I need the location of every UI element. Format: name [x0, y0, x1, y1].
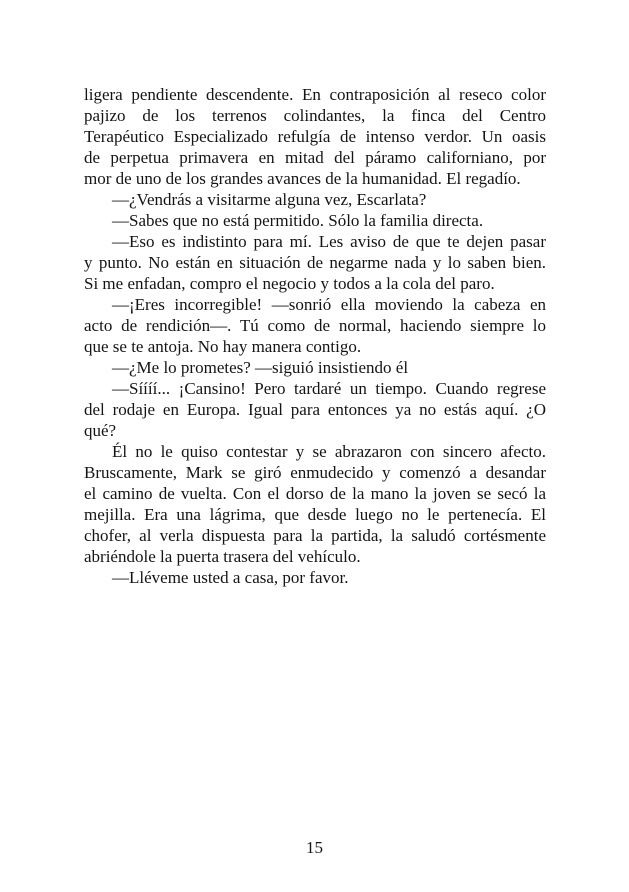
paragraph	[84, 357, 546, 378]
text-line: acto de rendición—. Tú como de normal, haciendo siempre lo	[84, 316, 546, 335]
text-line: de perpetua primavera en mitad del páramo californiano, por	[84, 148, 546, 167]
paragraph	[84, 84, 546, 189]
text-line: mejilla. Era una lágrima, que desde luego no le pertenecía. El	[84, 505, 546, 524]
text-line: —Sabes que no está permitido. Sólo la familia directa.	[112, 211, 484, 230]
paragraph	[84, 294, 546, 357]
text-line: —Lléveme usted a casa, por favor.	[112, 568, 349, 587]
text-line: el camino de vuelta. Con el dorso de la mano la joven se secó la	[84, 484, 546, 503]
text-line: Bruscamente, Mark se giró enmudecido y comenzó a desandar	[84, 463, 546, 482]
text-line: Él no le quiso contestar y se abrazaron con sincero afecto.	[112, 442, 546, 461]
text-line: —Eso es indistinto para mí. Les aviso de que te dejen pasar	[112, 232, 546, 251]
text-line: que se te antoja. No hay manera contigo.	[84, 337, 362, 356]
paragraph	[84, 378, 546, 441]
text-line: mor de uno de los grandes avances de la humanidad. El regadío.	[84, 169, 521, 188]
text-line: abriéndole la puerta trasera del vehículo.	[84, 547, 361, 566]
text-line: Si me enfadan, compro el negocio y todos a la cola del paro.	[84, 274, 495, 293]
text-line: y punto. No están en situación de negarme nada y lo saben bien.	[84, 253, 546, 272]
text-line: —¡Eres incorregible! —sonrió ella moviendo la cabeza en	[112, 295, 546, 314]
paragraph	[84, 441, 546, 567]
text-line: ligera pendiente descendente. En contraposición al reseco color	[84, 85, 546, 104]
text-line: pajizo de los terrenos colindantes, la finca del Centro	[84, 106, 546, 125]
paragraph	[84, 567, 546, 588]
text-line: Terapéutico Especializado refulgía de intenso verdor. Un oasis	[84, 127, 546, 146]
page-text	[84, 84, 546, 588]
text-line: qué?	[84, 421, 117, 440]
paragraph	[84, 210, 546, 231]
text-line: del rodaje en Europa. Igual para entonces ya no estás aquí. ¿O	[84, 400, 546, 419]
page-number: 15	[306, 838, 323, 857]
text-line: chofer, al verla dispuesta para la partida, la saludó cortésmente	[84, 526, 546, 545]
paragraph	[84, 231, 546, 294]
text-line: —¿Vendrás a visitarme alguna vez, Escarlata?	[112, 190, 427, 209]
text-line: —¿Me lo prometes? —siguió insistiendo él	[112, 358, 409, 377]
text-line: —Síííí... ¡Cansino! Pero tardaré un tiempo. Cuando regrese	[112, 379, 546, 398]
paragraph	[84, 189, 546, 210]
